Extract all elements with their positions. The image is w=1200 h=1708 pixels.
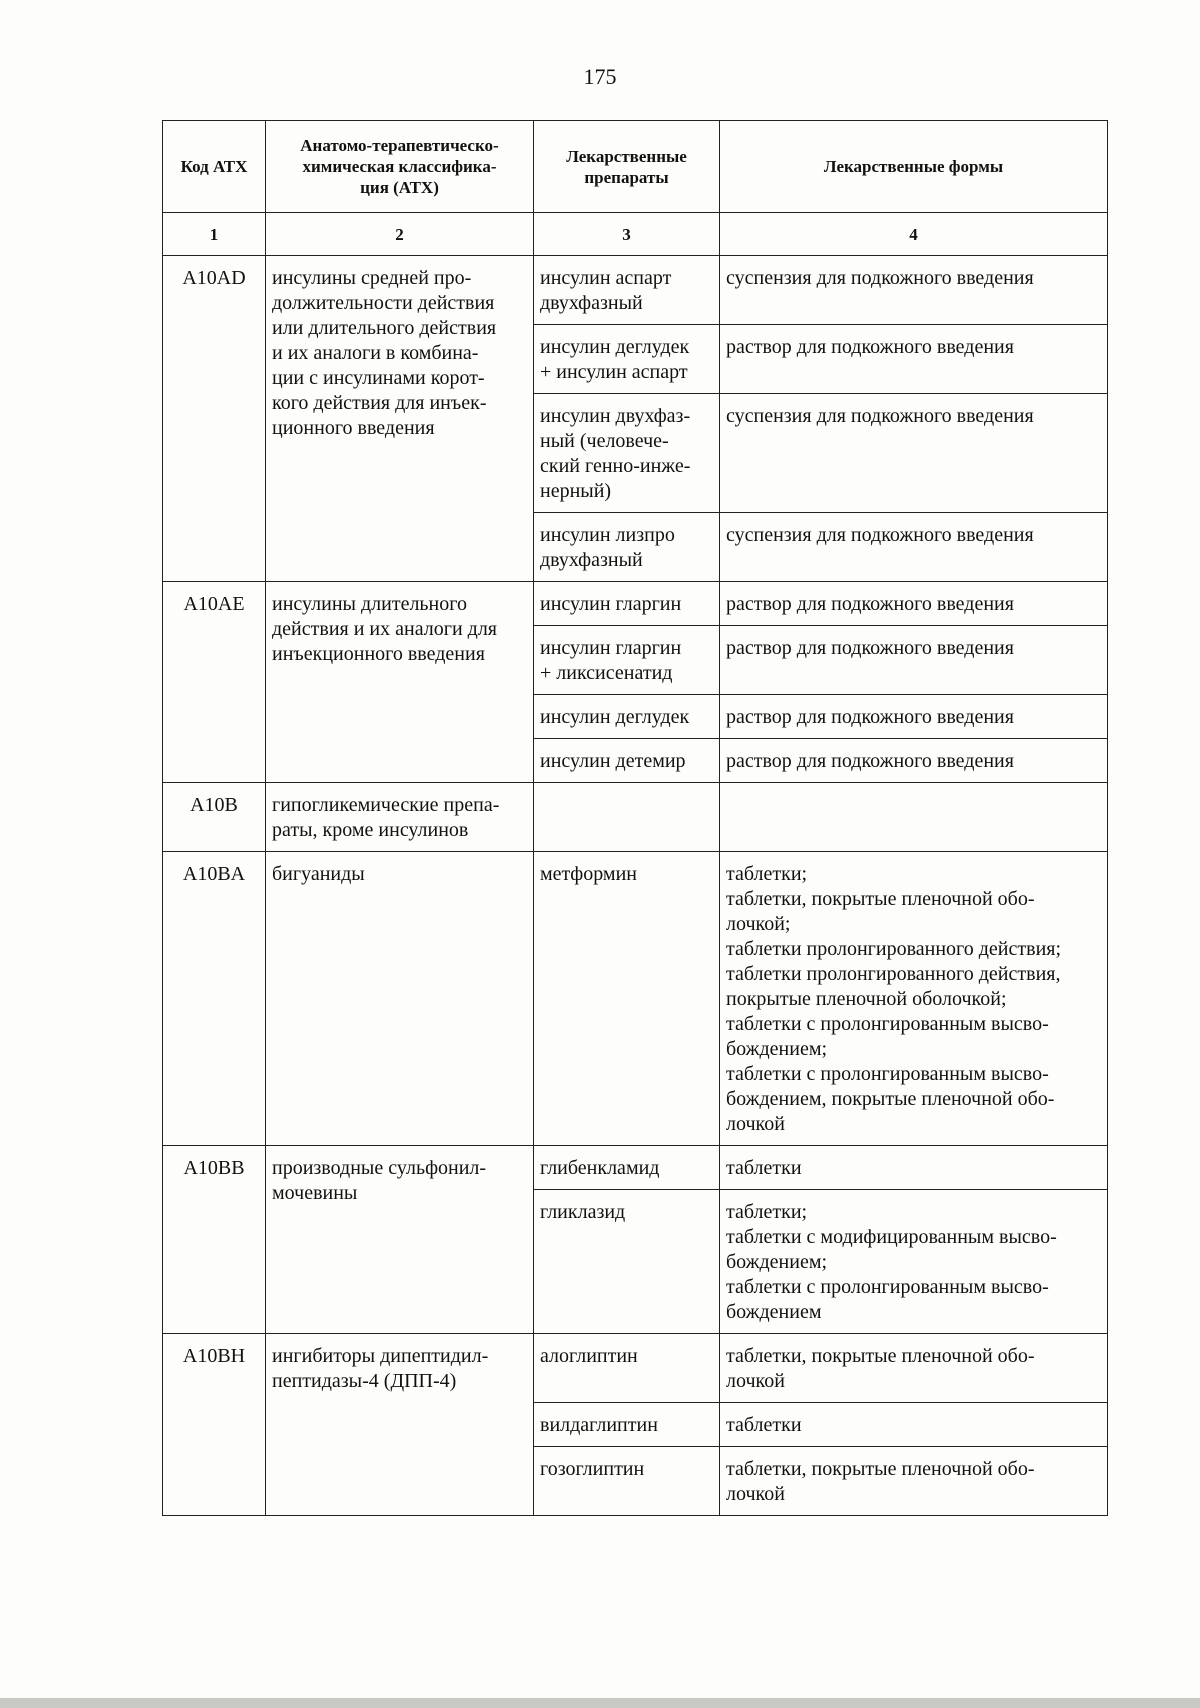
atx-code-cell: A10BB xyxy=(163,1146,266,1334)
table-row xyxy=(163,1334,1108,1403)
drug-cell: инсулин деглудек xyxy=(534,695,720,739)
header-dosage-forms: Лекарственные формы xyxy=(720,121,1108,213)
classification-cell: инсулины средней про- должительности действия или длительного действия и их аналоги в комбина- ции с инсулинами корот- кого действия для инъек- ционного введения xyxy=(266,256,534,582)
page-number: 175 xyxy=(583,64,617,89)
dosage-form-cell: суспензия для подкожного введения xyxy=(720,394,1108,513)
atx-code-cell: A10B xyxy=(163,783,266,852)
header-drugs: Лекарственные препараты xyxy=(534,121,720,213)
dosage-form-cell: раствор для подкожного введения xyxy=(720,626,1108,695)
drug-cell: гозоглиптин xyxy=(534,1447,720,1516)
drug-cell: инсулин гларгин + ликсисенатид xyxy=(534,626,720,695)
drug-cell: инсулин лизпро двухфазный xyxy=(534,513,720,582)
classification-cell: инсулины длительного действия и их аналоги для инъекционного введения xyxy=(266,582,534,783)
drug-cell: гликлазид xyxy=(534,1190,720,1334)
table-row xyxy=(163,1146,1108,1190)
dosage-form-cell: суспензия для подкожного введения xyxy=(720,256,1108,325)
column-number-row xyxy=(163,213,1108,256)
drug-cell: глибенкламид xyxy=(534,1146,720,1190)
atx-classification-table xyxy=(162,120,1108,1516)
atx-code-cell: A10BH xyxy=(163,1334,266,1516)
dosage-form-cell: раствор для подкожного введения xyxy=(720,695,1108,739)
drug-cell: вилдаглиптин xyxy=(534,1403,720,1447)
atx-code-cell: A10AD xyxy=(163,256,266,582)
table-row xyxy=(163,852,1108,1146)
column-number: 3 xyxy=(534,213,720,256)
dosage-form-cell: раствор для подкожного введения xyxy=(720,739,1108,783)
atx-code-cell: A10AE xyxy=(163,582,266,783)
table-header-row xyxy=(163,121,1108,213)
column-number: 1 xyxy=(163,213,266,256)
drug-cell: алоглиптин xyxy=(534,1334,720,1403)
drug-cell: инсулин деглудек + инсулин аспарт xyxy=(534,325,720,394)
dosage-form-cell: таблетки, покрытые пленочной обо- лочкой xyxy=(720,1447,1108,1516)
dosage-form-cell: таблетки; таблетки с модифицированным высво- бождением; таблетки с пролонгированным высво- бождением xyxy=(720,1190,1108,1334)
dosage-form-cell: раствор для подкожного введения xyxy=(720,582,1108,626)
column-number: 4 xyxy=(720,213,1108,256)
drug-cell: инсулин двухфаз- ный (человече- ский генно-инже- нерный) xyxy=(534,394,720,513)
dosage-form-cell: суспензия для подкожного введения xyxy=(720,513,1108,582)
drug-cell: инсулин гларгин xyxy=(534,582,720,626)
dosage-form-cell: таблетки, покрытые пленочной обо- лочкой xyxy=(720,1334,1108,1403)
column-number: 2 xyxy=(266,213,534,256)
classification-cell: гипогликемические препа- раты, кроме инсулинов xyxy=(266,783,534,852)
table-row xyxy=(163,582,1108,626)
drug-cell: метформин xyxy=(534,852,720,1146)
atx-code-cell: A10BA xyxy=(163,852,266,1146)
dosage-form-cell: таблетки xyxy=(720,1403,1108,1447)
drug-cell xyxy=(534,783,720,852)
classification-cell: бигуаниды xyxy=(266,852,534,1146)
header-atx-classification: Анатомо-терапевтическо- химическая классифика- ция (АТХ) xyxy=(266,121,534,213)
table-row xyxy=(163,256,1108,325)
drug-cell: инсулин аспарт двухфазный xyxy=(534,256,720,325)
classification-cell: ингибиторы дипептидил- пептидазы-4 (ДПП-4) xyxy=(266,1334,534,1516)
dosage-form-cell xyxy=(720,783,1108,852)
drug-cell: инсулин детемир xyxy=(534,739,720,783)
classification-cell: производные сульфонил- мочевины xyxy=(266,1146,534,1334)
dosage-form-cell: таблетки; таблетки, покрытые пленочной обо- лочкой; таблетки пролонгированного действия; таблетки пролонгированного действия, покрытые пленочной оболочкой; таблетки с пролонгированным высво- бождением; таблетки с пролонгированным высво- бождением, покрытые пленочной обо- лочкой xyxy=(720,852,1108,1146)
header-atx-code: Код АТХ xyxy=(163,121,266,213)
scan-edge xyxy=(0,1698,1200,1708)
dosage-form-cell: таблетки xyxy=(720,1146,1108,1190)
dosage-form-cell: раствор для подкожного введения xyxy=(720,325,1108,394)
table-row xyxy=(163,783,1108,852)
